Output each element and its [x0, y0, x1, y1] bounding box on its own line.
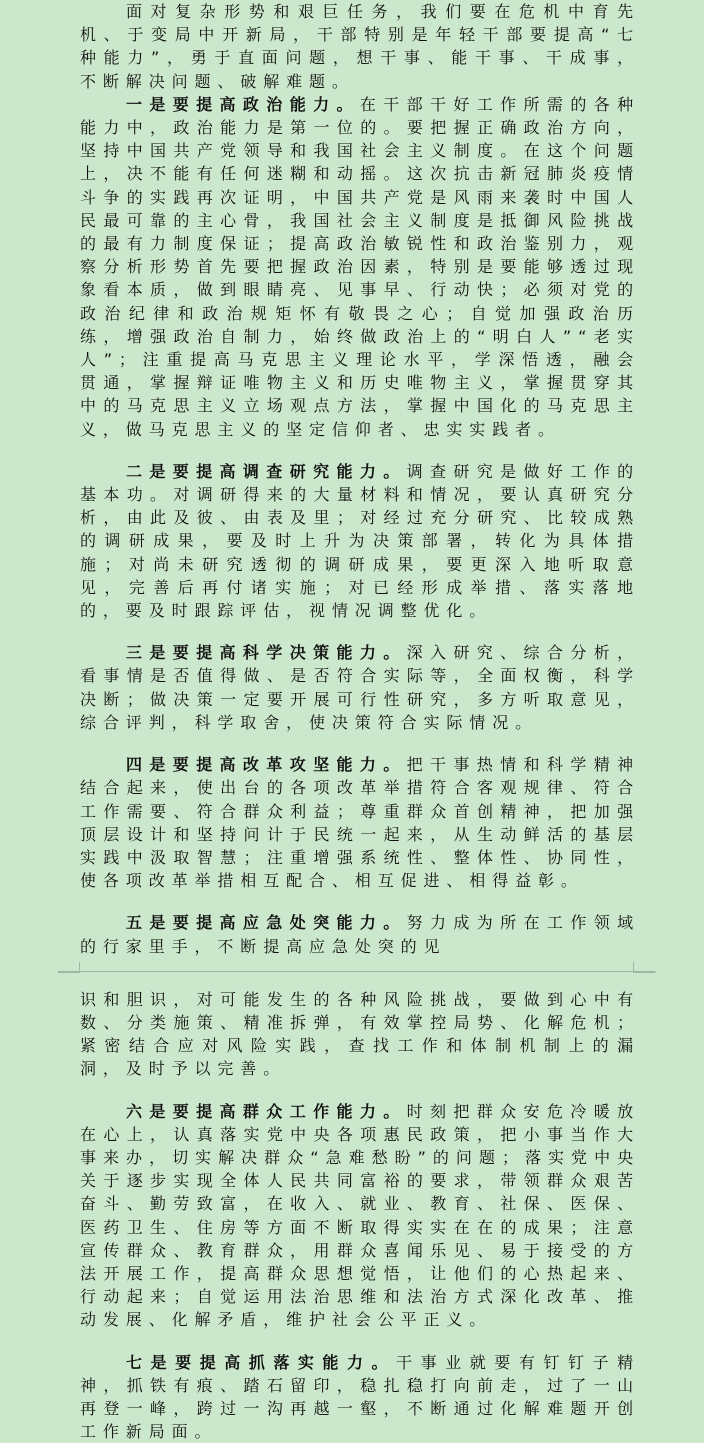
section-2-body: 调查研究是做好工作的基本功。对调研得来的大量材料和情况，要认真研究分析，由此及彼、由表及里；对经过充分研究、比较成熟的调研成果，要及时上升为决策部署，转化为具体措施；对尚未研究透彻的调研成果，要更深入地听取意见，完善后再付诸实施；对已经形成举措、落实落地的，要及时跟踪评估，视情况调整优化。: [80, 461, 640, 621]
document-page-2: [80, 988, 640, 1443]
section-6-body: 时刻把群众安危冷暖放在心上，认真落实党中央各项惠民政策，把小事当作大事来办，切实解决群众“急难愁盼”的问题；落实党中央关于逐步实现全体人民共同富裕的要求，带领群众艰苦奋斗、勤劳致富，在收入、就业、教育、社保、医保、医药卫生、住房等方面不断取得实实在在的成果；注意宣传群众、教育群众，用群众喜闻乐见、易于接受的方法开展工作，提高群众思想觉悟，让他们的心热起来、行动起来；自觉运用法治思维和法治方式深化改革、推动发展、化解矛盾，维护社会公平正义。: [80, 1101, 640, 1330]
section-1-body: 在干部干好工作所需的各种能力中，政治能力是第一位的。要把握正确政治方向，坚持中国共产党领导和我国社会主义制度。在这个问题上，决不能有任何迷糊和动摇。这次抗击新冠肺炎疫情斗争的实践再次证明，中国共产党是风雨来袭时中国人民最可靠的主心骨，我国社会主义制度是抵御风险挑战的最有力制度保证；提高政治敏锐性和政治鉴别力，观察分析形势首先要把握政治因素，特别是要能够透过现象看本质，做到眼睛亮、见事早、行动快；必须对党的政治纪律和政治规矩怀有敬畏之心；自觉加强政治历练，增强政治自制力，始终做政治上的“明白人”“老实人”；注重提高马克思主义理论水平，学深悟透，融会贯通，掌握辩证唯物主义和历史唯物主义，掌握贯穿其中的马克思主义立场观点方法，掌握中国化的马克思主义，做马克思主义的坚定信仰者、忠实实践者。: [80, 94, 640, 439]
section-5-paragraph: [80, 911, 640, 957]
page-break: [0, 962, 704, 982]
section-5-continued: 识和胆识，对可能发生的各种风险挑战，要做到心中有数、分类施策、精准拆弹，有效掌控局势、化解危机；紧密结合应对风险实践，查找工作和体制机制上的漏洞，及时予以完善。: [80, 989, 640, 1079]
section-7-paragraph: [80, 1351, 640, 1443]
section-1-paragraph: [80, 93, 640, 441]
section-4-body: 把干事热情和科学精神结合起来，使出台的各项改革举措符合客观规律、符合工作需要、符合群众利益；尊重群众首创精神，把加强顶层设计和坚持问计于民统一起来，从生动鲜活的基层实践中汲取智慧；注重增强系统性、整体性、协同性，使各项改革举措相互配合、相互促进、相得益彰。: [80, 755, 640, 891]
section-2-paragraph: [80, 460, 640, 622]
page-corner-mark-left: [58, 962, 80, 973]
section-3-body: 深入研究、综合分析，看事情是否值得做、是否符合实际等，全面权衡，科学决断；做决策一定要开展可行性研究，多方听取意见，综合评判，科学取舍，使决策符合实际情况。: [80, 643, 640, 732]
section-4-heading: 四是要提高改革攻坚能力。: [126, 755, 407, 775]
section-7-body: 干事业就要有钉钉子精神，抓铁有痕、踏石留印，稳扎稳打向前走，过了一山再登一峰，跨过一沟再越一壑，不断通过化解难题开创工作新局面。: [80, 1352, 640, 1442]
document-page-1: [80, 0, 640, 958]
section-3-paragraph: [80, 641, 640, 734]
section-6-paragraph: [80, 1100, 640, 1332]
page-corner-mark-right: [633, 962, 655, 973]
section-5-heading: 五是要提高应急处突能力。: [126, 913, 407, 933]
intro-paragraph: 面对复杂形势和艰巨任务，我们要在危机中育先机、于变局中开新局，干部特别是年轻干部要提高“七种能力”，勇于直面问题，想干事、能干事、干成事，不断解决问题、破解难题。: [80, 2, 640, 91]
section-1-heading: 一是要提高政治能力。: [126, 94, 360, 114]
section-4-paragraph: [80, 753, 640, 892]
page-break-divider: [58, 971, 656, 972]
section-5-body: 努力成为所在工作领域的行家里手，不断提高应急处突的见: [80, 913, 640, 956]
section-3-heading: 三是要提高科学决策能力。: [126, 643, 407, 663]
section-6-heading: 六是要提高群众工作能力。: [126, 1101, 407, 1121]
section-7-heading: 七是要提高抓落实能力。: [126, 1352, 397, 1372]
section-2-heading: 二是要提高调查研究能力。: [126, 461, 407, 481]
